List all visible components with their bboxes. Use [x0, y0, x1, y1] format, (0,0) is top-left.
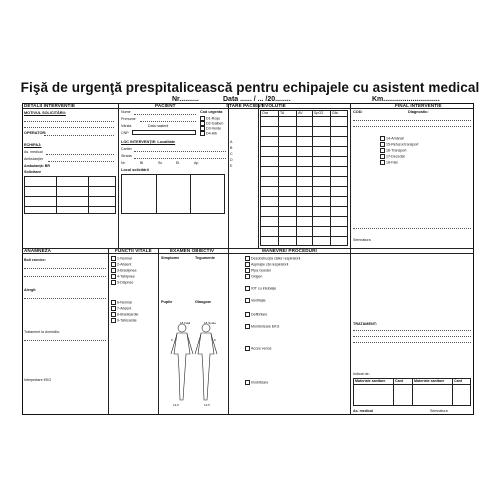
col-sep-3	[258, 103, 259, 248]
body-label-arm-left: 9	[171, 338, 173, 342]
solicitare-label: Solicitare	[24, 170, 42, 174]
functii-item-5[interactable]: 5-Dispnee	[111, 280, 133, 285]
boli-cronice-label: Boli cronice:	[24, 258, 46, 262]
evolutie-row-line-11	[260, 226, 348, 227]
materiale-col-2: Cant	[395, 379, 403, 383]
manevre-item-1[interactable]: Dezobstrucţia căilor respiratorii	[245, 256, 300, 261]
manevre-item-8[interactable]: Monitorizare EKG	[245, 324, 279, 329]
cartier-label: Cartier	[121, 147, 132, 151]
strada-line[interactable]	[134, 158, 226, 159]
materiale-vline-3	[452, 378, 453, 406]
prenume-label: Prenume	[121, 117, 136, 121]
nume-line[interactable]	[134, 114, 196, 115]
locul-grid-vline-2	[190, 174, 191, 214]
cnp-boxes[interactable]	[132, 130, 196, 135]
evolutie-row-line-7	[260, 186, 348, 187]
data-nasterii-label: Data nașterii	[148, 124, 169, 128]
body-label-leg-left: 13,5	[173, 403, 179, 407]
materiale-col-4: Cant	[454, 379, 462, 383]
operator-line	[44, 135, 114, 136]
col-sep-7	[228, 248, 229, 415]
section-pacient: PACIENT	[155, 103, 176, 108]
materiale-vline-2	[412, 378, 413, 406]
pupile-label: Pupile	[161, 300, 173, 304]
functii-item-1[interactable]: 1-Normal	[111, 256, 132, 261]
stare-c: C	[230, 152, 233, 156]
evolutie-col-ta: TA	[280, 111, 285, 115]
section-anamneza: ANAMNEZA	[24, 248, 52, 253]
evolutie-row-line-10	[260, 216, 348, 217]
cod-d1[interactable]: D1-Roşu	[200, 116, 220, 121]
final-item-3[interactable]: 16-Transport	[380, 148, 406, 153]
final-item-4[interactable]: 17-Decedat	[380, 154, 405, 159]
nr-label: Nr.	[121, 161, 126, 165]
locul-solicitarii-grid[interactable]	[121, 174, 225, 214]
cod-urgenta-label: Cod urgenta	[200, 110, 223, 114]
materiale-col-3: Materiale sanitare	[414, 379, 445, 383]
indicat-de-label: Indicat de:	[353, 372, 370, 376]
tratament-line-1[interactable]	[353, 330, 471, 331]
form-title: Fişă de urgenţă prespitalicească pentru echipajele cu asistent medical	[20, 80, 480, 95]
varsta-label: Vârsta	[121, 124, 132, 128]
cod-final-label: COD:	[353, 110, 363, 114]
evolutie-col-av: AV	[298, 111, 303, 115]
diagnostic-label: Diagnostic:	[408, 110, 429, 114]
solicitare-grid-vline-2	[88, 176, 89, 214]
cod-d2[interactable]: D2-Galben	[200, 121, 223, 126]
ambulantier-line	[48, 161, 114, 162]
alergii-label: Alergii:	[24, 288, 37, 292]
glasgow-label: Glasgow	[195, 300, 211, 304]
as-medical-sign-label: As. medical	[353, 409, 373, 413]
form-km: Km.............................	[372, 96, 440, 103]
bl-label: Bl	[140, 161, 144, 165]
evolutie-row-line-2	[260, 136, 348, 137]
tratament-domiciliu-label: Tratament la domiciliu:	[24, 330, 61, 334]
tratament-label: TRATAMENT:	[353, 322, 377, 326]
header-band-line	[22, 108, 474, 109]
manevre-item-2[interactable]: Aspiraţie căi respiratorii	[245, 262, 288, 267]
functii-item-4[interactable]: 4-Tahipnee	[111, 274, 135, 279]
materiale-vline-1	[393, 378, 394, 406]
body-diagram[interactable]	[160, 320, 226, 412]
diagnostic-line-2[interactable]	[353, 126, 471, 127]
evolutie-row-line-6	[260, 176, 348, 177]
col-sep-8	[350, 248, 351, 415]
manevre-item-5[interactable]: IOT cu intubaţie	[245, 286, 276, 291]
motiv-line-1	[24, 121, 114, 122]
evolutie-row-line-5	[260, 166, 348, 167]
solicitare-checkbox-grid[interactable]	[24, 176, 116, 214]
anamneza-line-3[interactable]	[24, 298, 106, 299]
interpretare-ekg-label: Interpretare EKG	[24, 378, 52, 382]
body-label-front: 18 Față	[180, 321, 191, 325]
cod-d3[interactable]: D3-Verde	[200, 126, 221, 131]
manevre-item-3[interactable]: Pipa Guedel	[245, 268, 271, 273]
section-examen: EXAMEN OBIECTIV	[170, 248, 215, 253]
final-item-5[interactable]: 18-Fals	[380, 160, 398, 165]
functii-item-8[interactable]: 8-Bradicardie	[111, 312, 138, 317]
col-sep-1	[118, 103, 119, 248]
solicitare-grid-line-3	[24, 206, 116, 207]
solicitare-grid-line-2	[24, 196, 116, 197]
functii-item-7[interactable]: 7-Absent	[111, 306, 131, 311]
loc-interventie-label: LOC INTERVENȚIE: Localitate	[121, 140, 176, 144]
section-detalii: DETALII INTERVENTIE	[24, 103, 75, 108]
strada-label: Strada	[121, 154, 132, 158]
col-sep-6	[158, 248, 159, 415]
ambulanta-label: Ambulanţă: BR	[24, 164, 50, 168]
stare-d: D	[230, 158, 233, 162]
cod-d4[interactable]: D4-Alb	[200, 131, 217, 136]
col-sep-5	[108, 248, 109, 415]
final-item-1[interactable]: 14-Amânat	[380, 136, 404, 141]
evolutie-row-line-4	[260, 156, 348, 157]
form-number: Nr..........	[172, 96, 199, 103]
manevre-item-6[interactable]: Ventilaţie	[245, 298, 266, 303]
solicitare-grid-line	[24, 186, 116, 187]
section-final: FINAL INTERVENTIE	[395, 103, 442, 108]
functii-item-3[interactable]: 3-Bradipnee	[111, 268, 137, 273]
body-label-leg-right: 13,5	[204, 403, 210, 407]
body-label-back: 18 Spate	[204, 321, 217, 325]
tratament-line-2[interactable]	[353, 336, 471, 337]
section-functii: FUNCTII VITALE	[115, 248, 152, 253]
col-sep-4	[350, 103, 351, 248]
motiv-line-2	[24, 127, 114, 128]
locul-solicitarii-label: Locul solicitării	[121, 168, 149, 172]
stare-b: B	[230, 146, 233, 150]
evolutie-col-ora: Ora	[262, 111, 268, 115]
functii-item-9[interactable]: 9-Tahicardie	[111, 318, 137, 323]
et-label: Et	[176, 161, 180, 165]
final-item-2[interactable]: 15-Refuzul transport	[380, 142, 419, 147]
anamneza-line-1[interactable]	[24, 268, 106, 269]
evolutie-header-line	[260, 116, 348, 117]
as-medical-label: As. medical	[24, 150, 43, 154]
tratament-line-3[interactable]	[353, 342, 471, 343]
operator-label: OPERATOR:	[24, 131, 47, 135]
echipaj-label: ECHIPAJ:	[24, 143, 42, 147]
section-stare: STARE PACIENT	[226, 103, 264, 108]
form-date: Data ...... / ... /20........	[223, 96, 291, 103]
prenume-line[interactable]	[140, 121, 196, 122]
functii-item-6[interactable]: 6-Normal	[111, 300, 132, 305]
as-medical-line	[46, 154, 114, 155]
manevre-item-7[interactable]: Defibrilare	[245, 312, 267, 317]
evolutie-row-line-1	[260, 126, 348, 127]
manevre-item-10[interactable]: Imobilizare	[245, 380, 268, 385]
motiv-label: MOTIVUL SOLICITĂRII:	[24, 111, 66, 115]
cnp-label: CNP	[121, 131, 129, 135]
middle-band-line	[22, 248, 474, 249]
section-evolutie: EVOLUTIE	[262, 103, 286, 108]
evolutie-row-line-3	[260, 146, 348, 147]
anamneza-line-4[interactable]	[24, 340, 106, 341]
tegumente-label: Tegumente	[195, 256, 215, 260]
anamneza-line-2[interactable]	[24, 276, 106, 277]
evolutie-row-line-12	[260, 236, 348, 237]
solicitare-grid-vline	[56, 176, 57, 214]
simptome-label: Simptome	[161, 256, 180, 260]
col-sep-2	[228, 103, 229, 248]
diagnostic-line-1[interactable]	[353, 120, 471, 121]
materiale-col-1: Materiale sanitare	[355, 379, 386, 383]
body-label-arm-right: 9	[214, 338, 216, 342]
stare-e: E	[230, 164, 233, 168]
final-signature-line[interactable]	[353, 228, 471, 229]
cartier-line[interactable]	[134, 151, 226, 152]
functii-item-2[interactable]: 2-Absent	[111, 262, 131, 267]
ambulantier-label: Ambulanţier	[24, 157, 44, 161]
evolutie-row-line-9	[260, 206, 348, 207]
sc-label: Sc	[158, 161, 163, 165]
middle-band-line-2	[22, 253, 474, 254]
evolutie-col-spo2: SpO2	[314, 111, 324, 115]
stare-a: A	[230, 140, 233, 144]
manevre-item-4[interactable]: Oxigen	[245, 274, 262, 279]
manevre-item-9[interactable]: Acces venos	[245, 346, 271, 351]
section-manevre: MANEVRE/ PROCEDURI	[262, 248, 317, 253]
semnatura-label: Semnatura	[430, 409, 448, 413]
locul-grid-vline	[156, 174, 157, 214]
final-signature-label: Semnatura	[353, 238, 371, 242]
evolutie-col-glic: Glic	[332, 111, 339, 115]
nume-label: Nume	[121, 110, 131, 114]
evolutie-row-line-8	[260, 196, 348, 197]
ap-label: Ap	[194, 161, 199, 165]
